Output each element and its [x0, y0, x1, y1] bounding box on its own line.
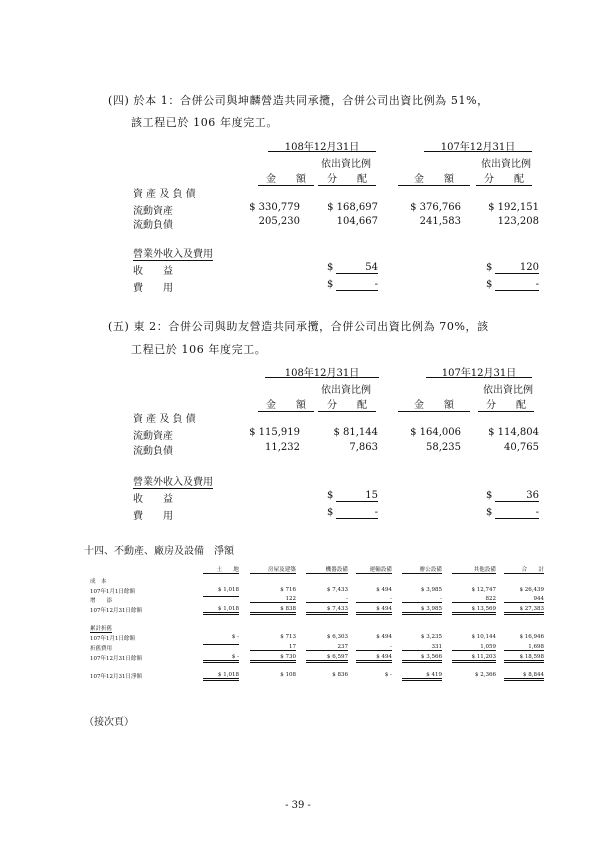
section14-title: 十四、不動產、廠房及設備 淨額	[84, 546, 234, 557]
ppe-cell: 237	[306, 644, 348, 651]
section4-cell: $ 192,151	[488, 202, 539, 213]
section4-period-a: 108年12月31日	[284, 142, 360, 153]
ppe-col-header: 合 計	[504, 565, 544, 574]
ppe-cell: $ 13,569	[452, 606, 496, 615]
ppe-cell: $ 494	[356, 654, 392, 663]
section4-share-head-b: 依出資比例	[481, 159, 531, 170]
ppe-cell: $ 18,598	[504, 654, 544, 663]
ppe-cell: $ 730	[250, 654, 296, 663]
section5-period-a: 108年12月31日	[284, 368, 360, 379]
ppe-cell: $ 6,597	[306, 654, 348, 663]
section4-col-amount-b: 金 額	[398, 170, 470, 186]
section5-row-header: 資 產 及 負 債	[133, 414, 196, 425]
ppe-cell: 1,059	[452, 644, 496, 651]
ppe-cell: -	[306, 596, 348, 603]
section5-cell: $ 164,006	[410, 427, 461, 438]
section5-row-label: 流動資產	[133, 431, 173, 442]
section5-currency: $	[486, 507, 493, 518]
section5-row-label: 流動負債	[133, 446, 173, 457]
section5-other-cell: 15	[336, 490, 378, 502]
section5-currency: $	[486, 490, 493, 501]
section4-other-cell: -	[336, 279, 378, 291]
section4-share-head-a: 依出資比例	[321, 159, 371, 170]
ppe-cell: $ 3,566	[402, 654, 442, 663]
ppe-cell: $ 419	[402, 672, 442, 681]
section4-cell: $ 376,766	[410, 202, 461, 213]
ppe-cell: $ 7,433	[306, 606, 348, 615]
ppe-cell: $ -	[231, 634, 239, 640]
section5-other-header: 營業外收入及費用	[133, 473, 213, 489]
section4-other-cell: 54	[336, 262, 378, 274]
section5-cell: $ 115,919	[249, 427, 300, 438]
ppe-cell: $ 26,439	[519, 587, 544, 593]
ppe-cell: $ 716	[280, 587, 296, 593]
section4-other-header: 營業外收入及費用	[133, 245, 213, 261]
section4-currency: $	[486, 262, 493, 273]
ppe-cell: $ 1,018	[203, 672, 239, 681]
section5-col-share-b: 分 配	[478, 396, 534, 412]
ppe-row-label: 107年12月31日淨額	[90, 674, 142, 680]
ppe-cell: $ 12,747	[471, 587, 496, 593]
ppe-cell: 822	[452, 596, 496, 603]
ppe-cell: $ 11,203	[452, 654, 496, 663]
ppe-cell: $ 713	[280, 634, 296, 640]
ppe-cell: -	[356, 596, 392, 603]
ppe-cell: $ 10,144	[471, 634, 496, 640]
ppe-row-label: 107年1月1日餘額	[90, 589, 135, 595]
section5-other-cell: -	[495, 507, 539, 519]
ppe-col-header: 其他設備	[452, 565, 496, 574]
section4-other-label: 收 益	[133, 266, 173, 277]
ppe-cell: 1,698	[504, 644, 544, 651]
ppe-cell: 944	[504, 596, 544, 603]
ppe-cell: $ 3,985	[402, 606, 442, 615]
section4-row-label: 流動負債	[133, 220, 173, 231]
ppe-cell: $ 1,018	[203, 606, 239, 615]
ppe-cell: $ 494	[376, 634, 392, 640]
section4-currency: $	[327, 262, 334, 273]
ppe-cell: $ -	[203, 654, 239, 663]
section5-col-share-a: 分 配	[318, 396, 376, 412]
ppe-cell: $ -	[384, 672, 392, 678]
ppe-cell: 331	[402, 644, 442, 651]
section4-cell: $ 168,697	[327, 202, 378, 213]
ppe-cell: $ 494	[376, 587, 392, 593]
ppe-dep-label: 累計折舊	[90, 626, 113, 632]
page-number: - 39 -	[285, 800, 311, 811]
ppe-row-label: 107年12月31日餘額	[90, 656, 142, 662]
ppe-col-header: 房屋及建築	[250, 565, 296, 574]
section5-currency: $	[327, 490, 334, 501]
section5-title: (五) 東 2：合併公司與助友營造共同承攬，合併公司出資比例為 70%，該	[108, 320, 489, 333]
section5-share-head-a: 依出資比例	[321, 385, 371, 396]
section5-cell: 11,232	[265, 442, 300, 453]
section5-share-head-b: 依出資比例	[483, 385, 533, 396]
section4-title-line2: 該工程已於 106 年度完工。	[131, 116, 278, 129]
section5-cell: 58,235	[426, 442, 461, 453]
ppe-row-label: 折舊費用	[90, 646, 113, 652]
section4-title: (四) 於本 1：合併公司與坤麟營造共同承攬，合併公司出資比例為 51%，	[108, 94, 489, 107]
ppe-cell: $ 3,235	[421, 634, 442, 640]
section4-other-cell: 120	[495, 262, 539, 274]
section5-title-line2: 工程已於 106 年度完工。	[131, 343, 267, 356]
ppe-col-header: 辦公設備	[402, 565, 442, 574]
ppe-cell: $ 494	[356, 606, 392, 615]
ppe-cell: $ 16,946	[519, 634, 544, 640]
section5-cell: $ 114,804	[488, 427, 539, 438]
section4-col-amount-a: 金 額	[258, 170, 314, 186]
ppe-cell: 122	[250, 596, 296, 603]
ppe-col-header: 土 地	[203, 565, 239, 574]
section4-col-share-a: 分 配	[318, 170, 376, 186]
section5-other-cell: -	[336, 507, 378, 519]
section4-col-share-b: 分 配	[476, 170, 532, 186]
ppe-cell: -	[356, 644, 392, 651]
section5-other-label: 費 用	[133, 511, 173, 522]
section4-cell: $ 330,779	[249, 202, 300, 213]
section5-col-amount-a: 金 額	[258, 396, 314, 412]
section4-currency: $	[327, 279, 334, 290]
ppe-cell: -	[402, 596, 442, 603]
ppe-cell: $ 1,018	[218, 587, 239, 593]
section4-other-cell: -	[495, 279, 539, 291]
ppe-cell	[203, 644, 239, 645]
section5-col-amount-b: 金 額	[398, 396, 470, 412]
section4-cell: 123,208	[497, 216, 539, 227]
ppe-cell: $ 6,303	[327, 634, 348, 640]
section5-cell: 7,863	[349, 442, 378, 453]
ppe-cell: $ 2,366	[475, 672, 496, 678]
section4-period-b: 107年12月31日	[440, 142, 516, 153]
section5-other-label: 收 益	[133, 494, 173, 505]
ppe-cell	[203, 596, 239, 597]
section5-currency: $	[327, 507, 334, 518]
ppe-cell: $ 27,383	[504, 606, 544, 615]
ppe-cell: $ 836	[332, 672, 348, 678]
section4-other-label: 費 用	[133, 283, 173, 294]
ppe-cell: $ 108	[280, 672, 296, 678]
ppe-row-label: 107年12月31日餘額	[90, 608, 142, 614]
ppe-cost-label: 成 本	[90, 579, 107, 585]
ppe-col-header: 機器設備	[306, 565, 348, 574]
section5-other-cell: 36	[495, 490, 539, 502]
ppe-cell: $ 3,985	[421, 587, 442, 593]
section4-row-label: 流動資產	[133, 206, 173, 217]
ppe-row-label: 107年1月1日餘額	[90, 636, 135, 642]
ppe-col-header: 運輸設備	[356, 565, 392, 574]
ppe-row-label: 增 添	[90, 598, 113, 604]
section4-currency: $	[486, 279, 493, 290]
section4-row-header: 資 產 及 負 債	[133, 189, 196, 200]
ppe-cell: $ 8,844	[504, 672, 544, 681]
section4-cell: 104,667	[336, 216, 378, 227]
section5-period-b: 107年12月31日	[441, 368, 517, 379]
ppe-cell: $ 838	[250, 606, 296, 615]
section5-cell: $ 81,144	[333, 427, 378, 438]
ppe-cell: 17	[250, 644, 296, 651]
continued-note: （接次頁）	[84, 717, 134, 728]
section4-cell: 241,583	[419, 216, 461, 227]
section5-cell: 40,765	[504, 442, 539, 453]
ppe-cell: $ 7,433	[327, 587, 348, 593]
section4-cell: 205,230	[258, 216, 300, 227]
